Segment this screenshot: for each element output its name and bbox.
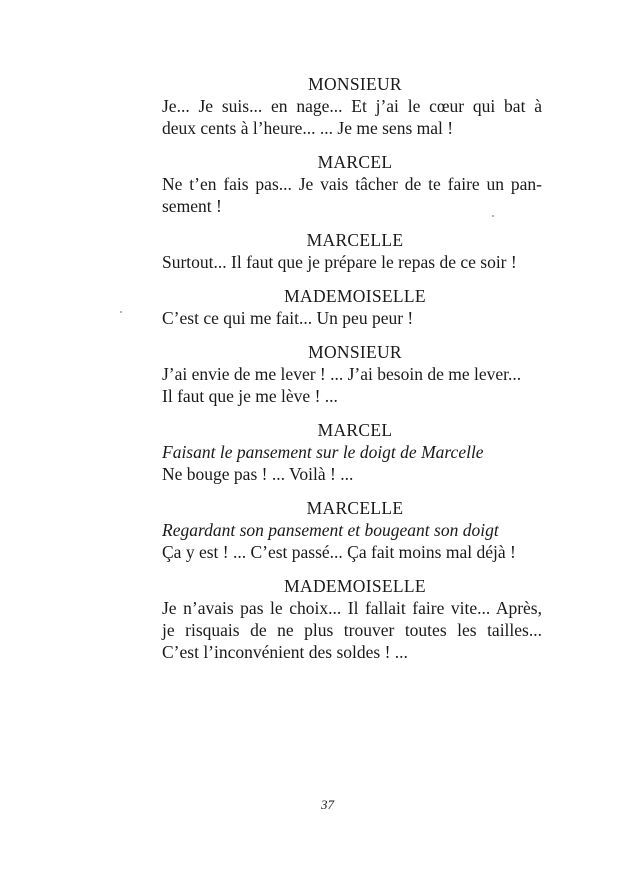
speech-marcel-2 [162,420,542,485]
dialogue-line: je risquais de ne plus trouver toutes les tailles... [162,620,542,640]
speaker-name: MONSIEUR [308,74,402,94]
stage-direction: Regardant son pansement et bougeant son doigt [162,520,499,540]
speaker-name: MADEMOISELLE [284,286,426,306]
speech-mademoiselle-2 [162,576,542,663]
speech-mademoiselle-1 [162,286,542,329]
script-text [162,74,542,676]
dialogue-line: Je n’avais pas le choix... Il fallait faire vite... Après, [162,598,542,618]
dialogue-line: Ne t’en fais pas... Je vais tâcher de te faire un pan- [162,174,542,194]
speaker-name: MARCELLE [306,230,404,250]
scan-speck [120,311,122,313]
scan-speck [492,215,494,217]
speaker-name: MONSIEUR [308,342,402,362]
dialogue-line: Ça y est ! ... C’est passé... Ça fait moins mal déjà ! [162,542,516,562]
dialogue-line: C’est l’inconvénient des soldes ! ... [162,642,408,662]
dialogue-line: J’ai envie de me lever ! ... J’ai besoin de me lever... [162,364,522,384]
page-number: 37 [321,797,334,812]
dialogue-line: deux cents à l’heure... ... Je me sens mal ! [162,118,454,138]
dialogue-line: Il faut que je me lève ! ... [162,386,338,406]
dialogue-line: Je... Je suis... en nage... Et j’ai le cœur qui bat à [162,96,542,116]
speech-monsieur-2 [162,342,542,407]
speaker-name: MADEMOISELLE [284,576,426,596]
speech-marcel-1 [162,152,542,217]
dialogue-line: C’est ce qui me fait... Un peu peur ! [162,308,414,328]
speech-marcelle-2 [162,498,542,563]
speech-monsieur-1 [162,74,542,139]
speaker-name: MARCELLE [306,498,404,518]
dialogue-line: Surtout... Il faut que je prépare le repas de ce soir ! [162,252,517,272]
stage-direction: Faisant le pansement sur le doigt de Marcelle [162,442,484,462]
speech-marcelle-1 [162,230,542,273]
dialogue-line: Ne bouge pas ! ... Voilà ! ... [162,464,354,484]
dialogue-line: sement ! [162,196,222,216]
speaker-name: MARCEL [317,152,393,172]
speaker-name: MARCEL [317,420,393,440]
